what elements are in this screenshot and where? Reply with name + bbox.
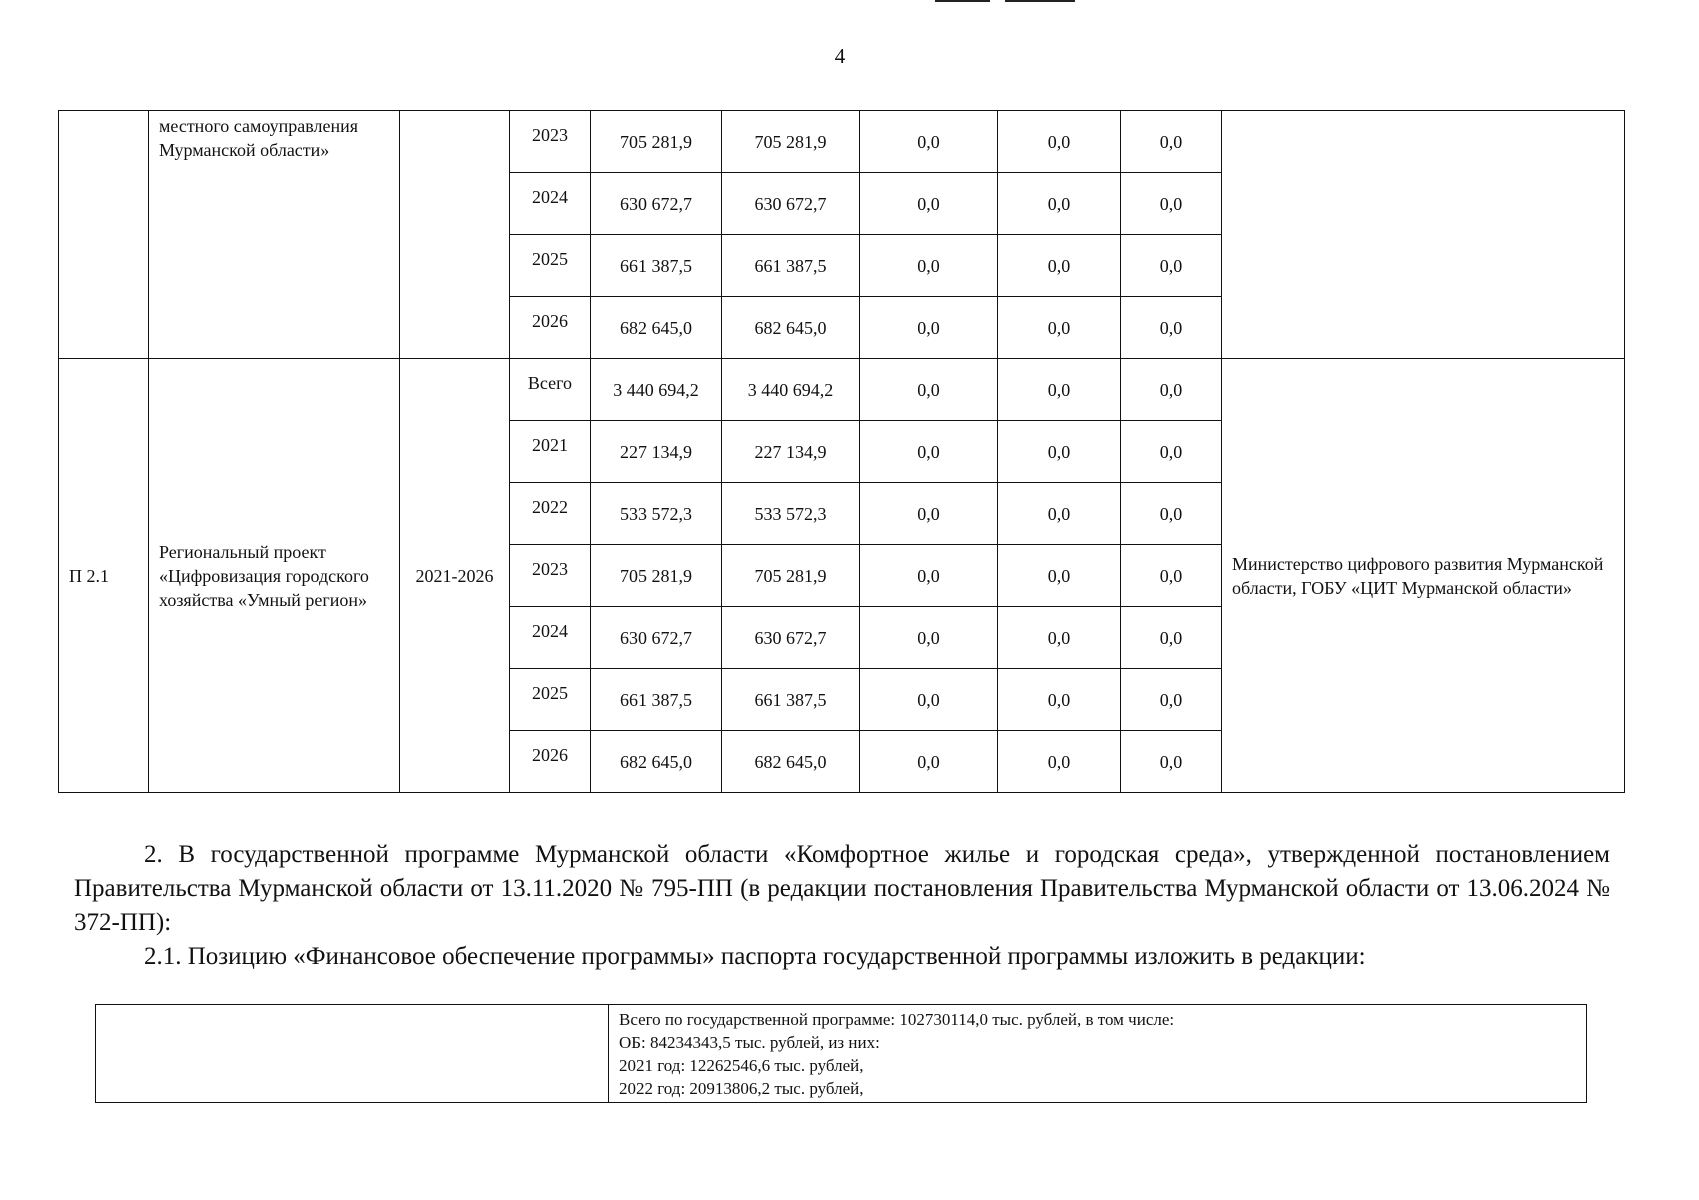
table-row — [59, 111, 1625, 173]
value-cell: 0,0 — [860, 111, 998, 173]
value-cell: 0,0 — [1121, 669, 1222, 731]
total-cell: 682 645,0 — [591, 297, 722, 359]
ob-cell: 682 645,0 — [722, 731, 860, 793]
value-cell: 0,0 — [1121, 483, 1222, 545]
total-cell: 705 281,9 — [591, 111, 722, 173]
value-cell: 0,0 — [998, 359, 1121, 421]
total-cell: 533 572,3 — [591, 483, 722, 545]
year-cell: 2023 — [510, 111, 591, 173]
year-cell: 2024 — [510, 607, 591, 669]
financing-table — [58, 110, 1625, 793]
total-cell: 661 387,5 — [591, 669, 722, 731]
passport-table — [95, 1004, 1587, 1103]
ob-cell: 661 387,5 — [722, 669, 860, 731]
year-cell: Всего — [510, 359, 591, 421]
value-cell: 0,0 — [860, 731, 998, 793]
total-cell: 705 281,9 — [591, 545, 722, 607]
ob-cell: 533 572,3 — [722, 483, 860, 545]
value-cell: 0,0 — [1121, 607, 1222, 669]
value-cell: 0,0 — [1121, 421, 1222, 483]
year-cell: 2023 — [510, 545, 591, 607]
ob-cell: 630 672,7 — [722, 607, 860, 669]
project-code-cell: П 2.1 — [59, 359, 149, 793]
year-cell: 2026 — [510, 731, 591, 793]
value-cell: 0,0 — [998, 483, 1121, 545]
amendment-text — [74, 838, 1610, 974]
value-cell: 0,0 — [860, 297, 998, 359]
total-cell: 630 672,7 — [591, 173, 722, 235]
total-cell: 3 440 694,2 — [591, 359, 722, 421]
scan-marks — [935, 0, 1075, 3]
project-executor-cell: Министерство цифрового развития Мурманской области, ГОБУ «ЦИТ Мурманской области» — [1222, 359, 1625, 793]
event-name-cell: местного самоуправления Мурманской области» — [149, 111, 400, 359]
paragraph-2-1: 2.1. Позицию «Финансовое обеспечение программы» паспорта государственной программы изложить в редакции: — [144, 943, 1366, 970]
year-cell: 2022 — [510, 483, 591, 545]
year-cell: 2025 — [510, 669, 591, 731]
project-period-cell: 2021-2026 — [400, 359, 510, 793]
ob-cell: 682 645,0 — [722, 297, 860, 359]
value-cell: 0,0 — [998, 421, 1121, 483]
value-cell: 0,0 — [1121, 297, 1222, 359]
table-row — [96, 1005, 1587, 1103]
value-cell: 0,0 — [1121, 545, 1222, 607]
ob-cell: 705 281,9 — [722, 545, 860, 607]
passport-line: ОБ: 84234343,5 тыс. рублей, из них: — [619, 1033, 880, 1052]
value-cell: 0,0 — [860, 235, 998, 297]
year-cell: 2024 — [510, 173, 591, 235]
value-cell: 0,0 — [998, 545, 1121, 607]
code-cell-empty — [59, 111, 149, 359]
table-row — [59, 359, 1625, 421]
total-cell: 630 672,7 — [591, 607, 722, 669]
passport-value-cell — [609, 1005, 1587, 1103]
period-cell-empty — [400, 111, 510, 359]
value-cell: 0,0 — [998, 173, 1121, 235]
year-cell: 2025 — [510, 235, 591, 297]
passport-label-cell — [96, 1005, 609, 1103]
project-name-cell: Региональный проект «Цифровизация городского хозяйства «Умный регион» — [149, 359, 400, 793]
executor-cell-empty — [1222, 111, 1625, 359]
value-cell: 0,0 — [1121, 173, 1222, 235]
value-cell: 0,0 — [860, 669, 998, 731]
value-cell: 0,0 — [998, 111, 1121, 173]
value-cell: 0,0 — [1121, 235, 1222, 297]
total-cell: 227 134,9 — [591, 421, 722, 483]
value-cell: 0,0 — [860, 359, 998, 421]
passport-line: 2022 год: 20913806,2 тыс. рублей, — [619, 1079, 864, 1098]
total-cell: 682 645,0 — [591, 731, 722, 793]
value-cell: 0,0 — [998, 607, 1121, 669]
value-cell: 0,0 — [1121, 731, 1222, 793]
ob-cell: 3 440 694,2 — [722, 359, 860, 421]
value-cell: 0,0 — [860, 545, 998, 607]
value-cell: 0,0 — [860, 607, 998, 669]
paragraph-2: 2. В государственной программе Мурманской области «Комфортное жилье и городская среда», утвержденной постановлением Правительства Мурманской области от 13.11.2020 № 795-ПП (в редакции постановления Правительства Мурманской области от 13.06.2024 № 372-ПП): — [74, 841, 1610, 936]
value-cell: 0,0 — [998, 669, 1121, 731]
value-cell: 0,0 — [860, 421, 998, 483]
ob-cell: 705 281,9 — [722, 111, 860, 173]
page-number: 4 — [834, 44, 846, 68]
value-cell: 0,0 — [1121, 359, 1222, 421]
year-cell: 2026 — [510, 297, 591, 359]
year-cell: 2021 — [510, 421, 591, 483]
value-cell: 0,0 — [998, 731, 1121, 793]
value-cell: 0,0 — [998, 297, 1121, 359]
value-cell: 0,0 — [860, 173, 998, 235]
value-cell: 0,0 — [998, 235, 1121, 297]
passport-line: Всего по государственной программе: 102730114,0 тыс. рублей, в том числе: — [619, 1010, 1175, 1029]
ob-cell: 661 387,5 — [722, 235, 860, 297]
ob-cell: 227 134,9 — [722, 421, 860, 483]
value-cell: 0,0 — [1121, 111, 1222, 173]
passport-line: 2021 год: 12262546,6 тыс. рублей, — [619, 1056, 864, 1075]
total-cell: 661 387,5 — [591, 235, 722, 297]
value-cell: 0,0 — [860, 483, 998, 545]
ob-cell: 630 672,7 — [722, 173, 860, 235]
